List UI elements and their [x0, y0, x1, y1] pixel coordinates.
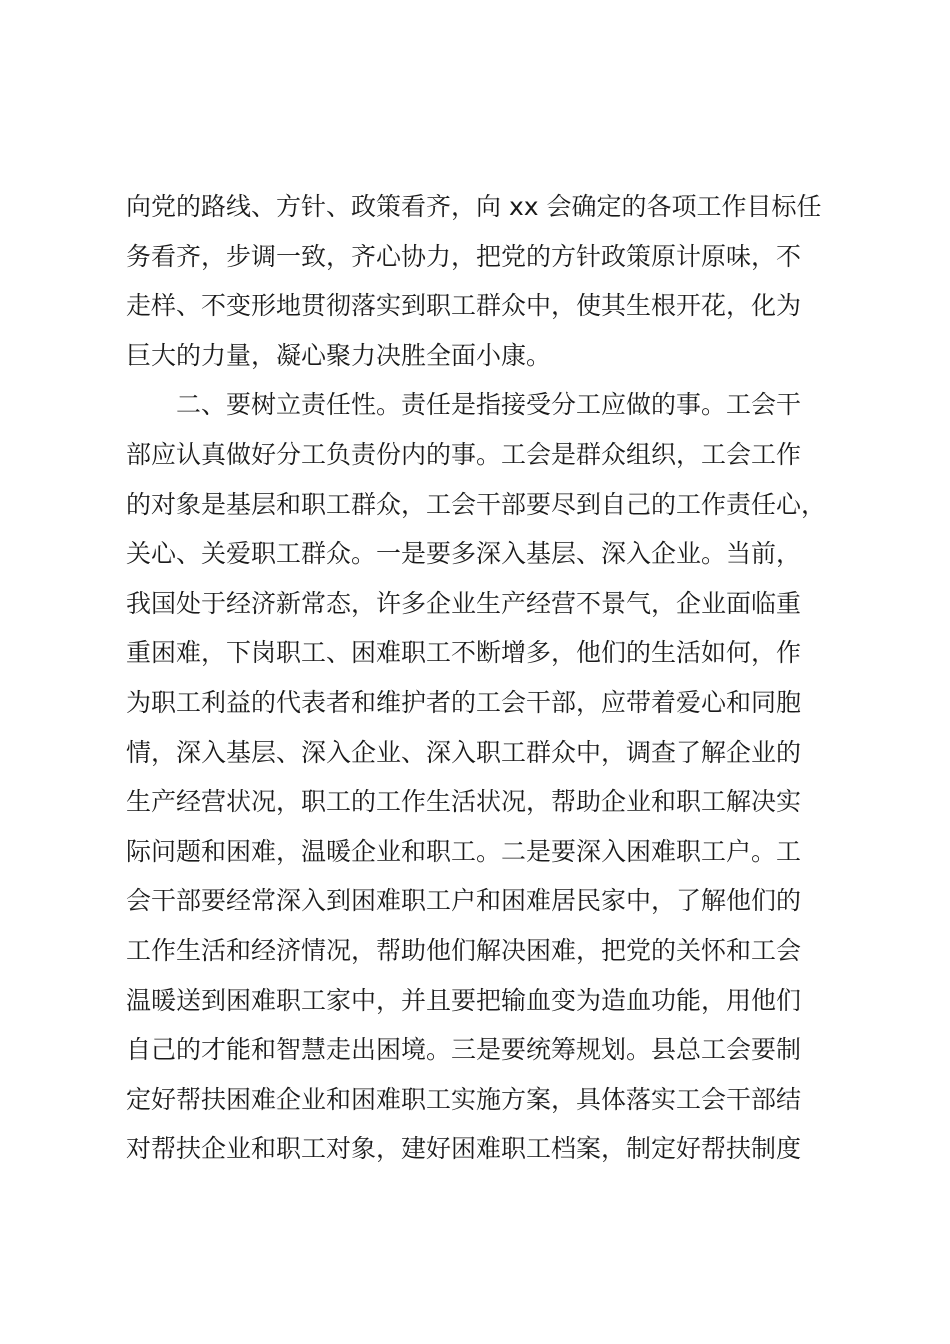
text-line: 重困难，下岗职工、困难职工不断增多，他们的生活如何，作 — [126, 638, 802, 668]
text-line: 走样、不变形地贯彻落实到职工群众中，使其生根开花，化为 — [126, 291, 802, 321]
text-line: 对帮扶企业和职工对象，建好困难职工档案，制定好帮扶制度 — [126, 1134, 802, 1164]
text-line: 我国处于经济新常态，许多企业生产经营不景气，企业面临重 — [126, 588, 802, 618]
text-line: 部应认真做好分工负责份内的事。工会是群众组织，工会工作 — [126, 439, 802, 469]
text-line: 定好帮扶困难企业和困难职工实施方案，具体落实工会干部结 — [126, 1084, 802, 1114]
text-line: 为职工利益的代表者和维护者的工会干部，应带着爱心和同胞 — [126, 687, 802, 717]
text-line: 自己的才能和智慧走出困境。三是要统筹规划。县总工会要制 — [126, 1035, 802, 1065]
document-body — [126, 182, 846, 1174]
text-line: 际问题和困难，温暖企业和职工。二是要深入困难职工户。工 — [126, 836, 802, 866]
text-line: 温暖送到困难职工家中，并且要把输血变为造血功能，用他们 — [126, 985, 802, 1015]
text-line: 务看齐，步调一致，齐心协力，把党的方针政策原计原味，不 — [126, 241, 802, 271]
text-line: 的对象是基层和职工群众，工会干部要尽到自己的工作责任心， — [126, 489, 827, 519]
text-line: 生产经营状况，职工的工作生活状况，帮助企业和职工解决实 — [126, 787, 802, 817]
text-line: 工作生活和经济情况，帮助他们解决困难，把党的关怀和工会 — [126, 935, 802, 965]
text-line: 巨大的力量，凝心聚力决胜全面小康。 — [126, 340, 552, 370]
section-heading-line: 二、要树立责任性。责任是指接受分工应做的事。工会干 — [176, 390, 802, 420]
text-line: 会干部要经常深入到困难职工户和困难居民家中，了解他们的 — [126, 886, 802, 916]
text-line: 关心、关爱职工群众。一是要多深入基层、深入企业。当前， — [126, 539, 802, 569]
text-line: 情，深入基层、深入企业、深入职工群众中，调查了解企业的 — [126, 737, 802, 767]
text-line: 向党的路线、方针、政策看齐，向 xx 会确定的各项工作目标任 — [126, 192, 822, 221]
